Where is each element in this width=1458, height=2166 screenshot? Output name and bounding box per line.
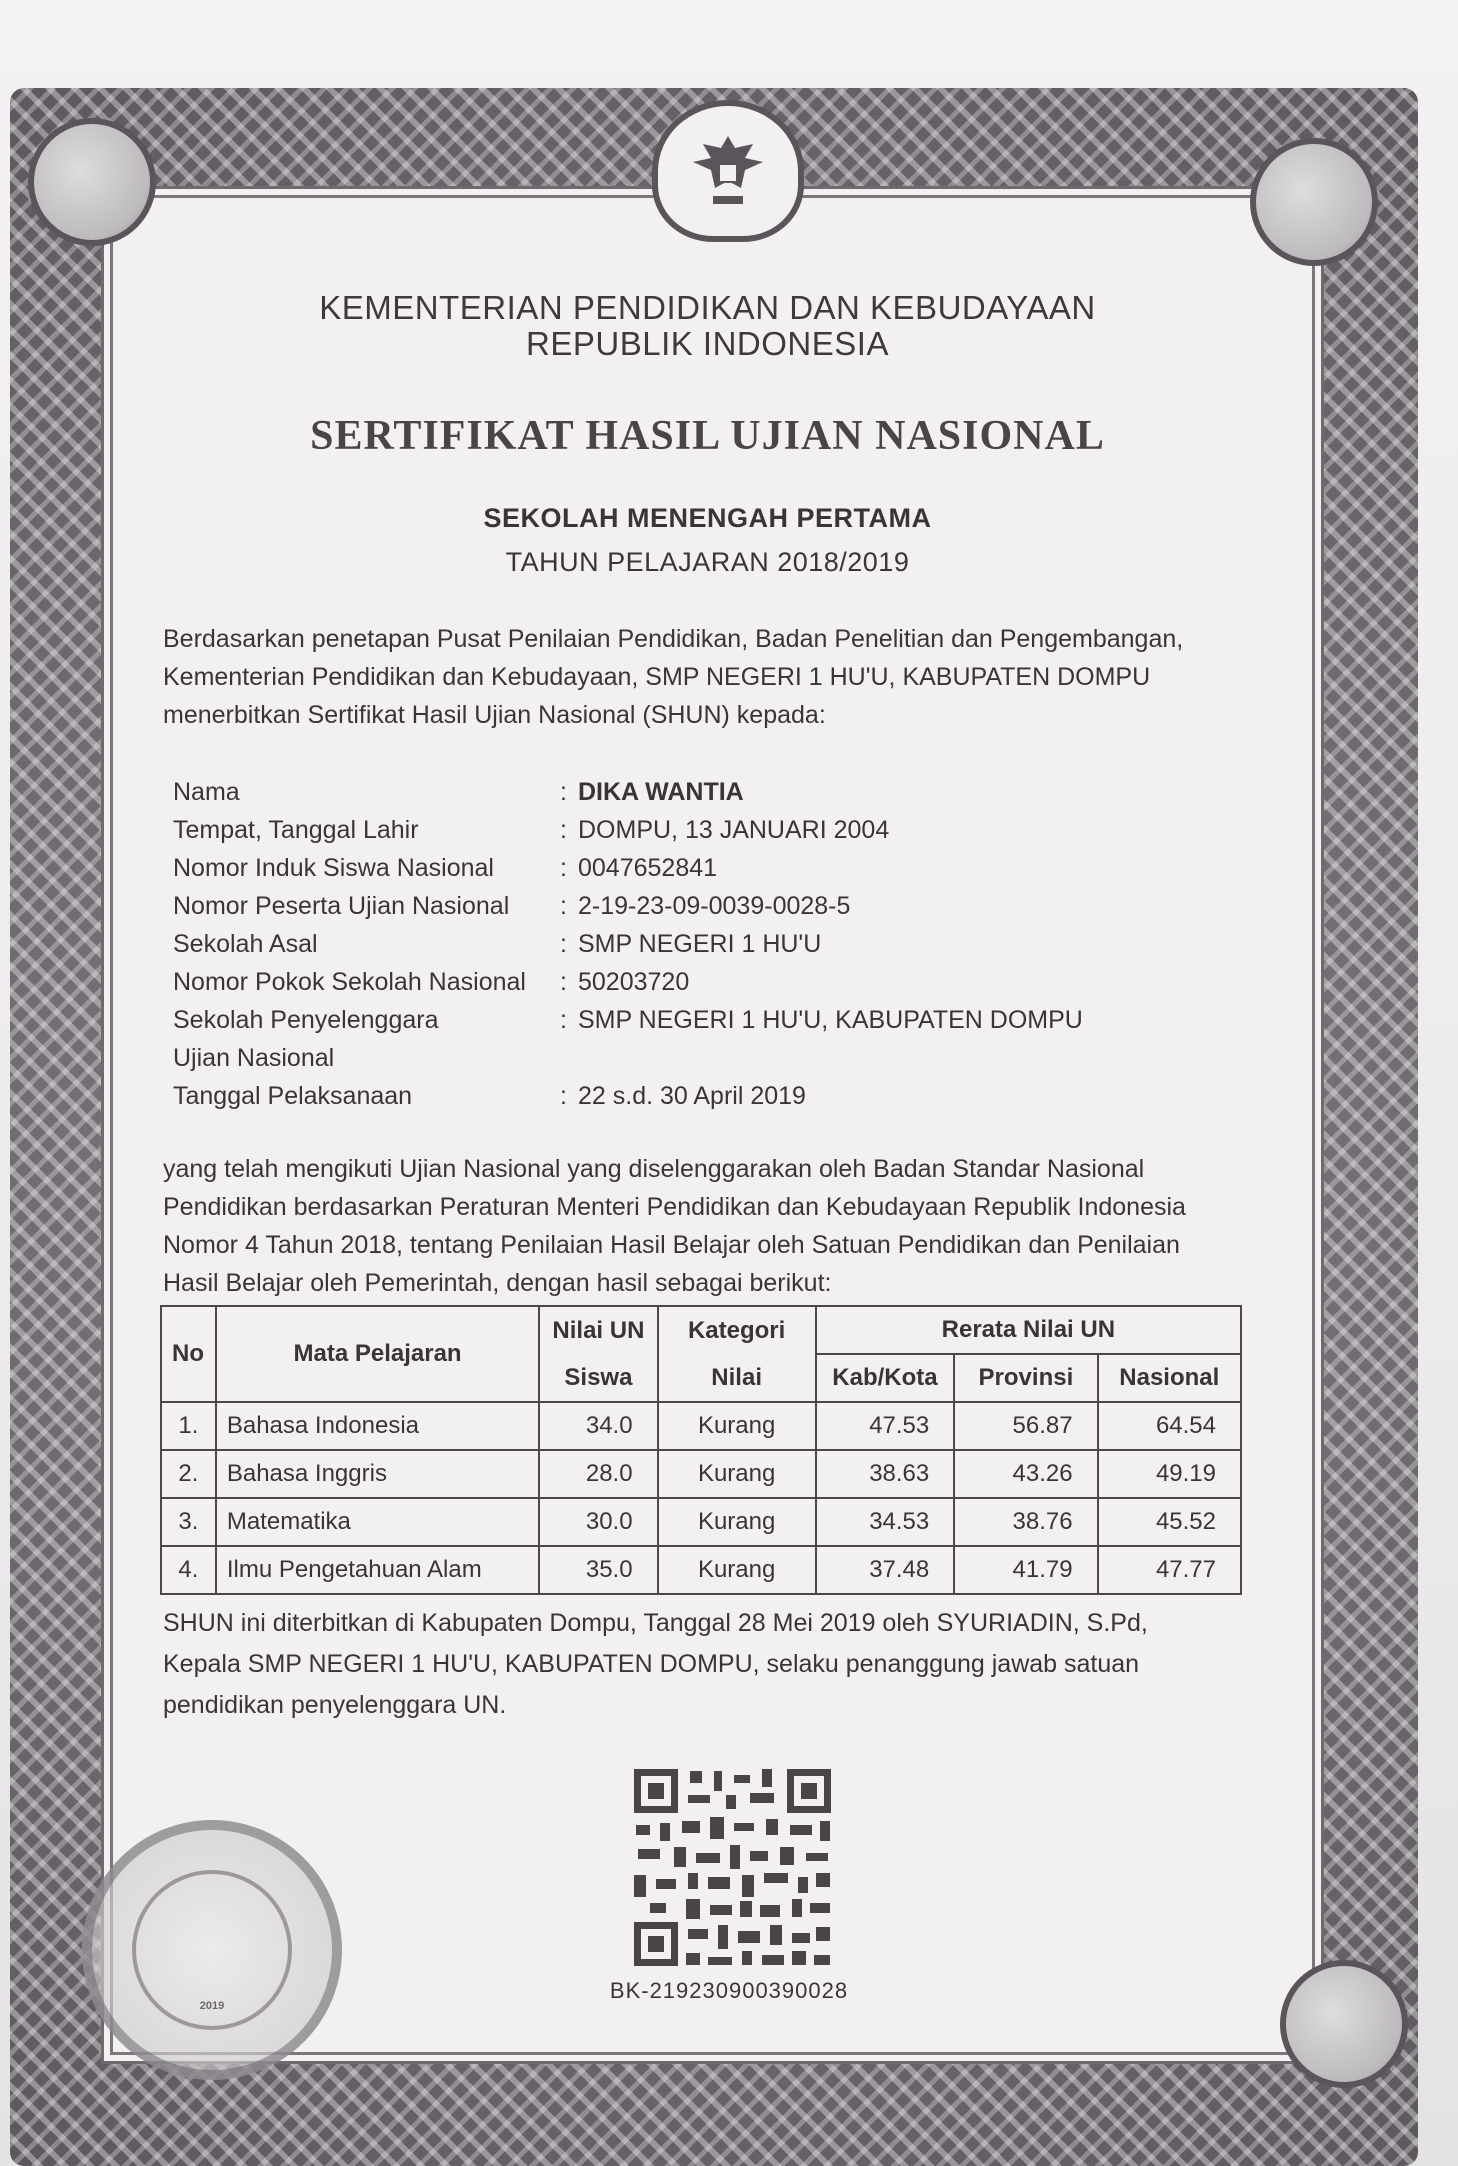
- row-kab: 34.53: [816, 1498, 955, 1546]
- row-score: 34.0: [539, 1402, 657, 1450]
- field-value-ttl: DOMPU, 13 JANUARI 2004: [578, 816, 890, 844]
- row-prov: 41.79: [954, 1546, 1097, 1594]
- colon: :: [560, 892, 567, 920]
- row-subject: Bahasa Inggris: [216, 1450, 539, 1498]
- row-kab: 47.53: [816, 1402, 955, 1450]
- row-kab: 38.63: [816, 1450, 955, 1498]
- field-value-asal: SMP NEGERI 1 HU'U: [578, 930, 822, 958]
- field-label-peserta: Nomor Peserta Ujian Nasional: [173, 892, 510, 920]
- academic-year: TAHUN PELAJARAN 2018/2019: [505, 547, 910, 577]
- field-label-nama: Nama: [173, 778, 240, 806]
- colon: :: [560, 816, 567, 844]
- qr-code-icon: [630, 1765, 835, 1970]
- body-line: Pendidikan berdasarkan Peraturan Menteri Pendidikan dan Kebudayaan Republik Indonesia: [163, 1193, 1186, 1221]
- table-header-kab: Kab/Kota: [816, 1354, 955, 1402]
- row-category: Kurang: [658, 1402, 816, 1450]
- row-no: 3.: [161, 1498, 216, 1546]
- field-value-penyelenggara: SMP NEGERI 1 HU'U, KABUPATEN DOMPU: [578, 1006, 1083, 1034]
- table-header-average: Rerata Nilai UN: [816, 1306, 1241, 1354]
- score-table: [160, 1305, 1242, 1595]
- intro-line: menerbitkan Sertifikat Hasil Ujian Nasional (SHUN) kepada:: [163, 701, 826, 729]
- field-label-penyelenggara: Sekolah Penyelenggara: [173, 1006, 439, 1034]
- row-subject: Bahasa Indonesia: [216, 1402, 539, 1450]
- colon: :: [560, 854, 567, 882]
- row-prov: 56.87: [954, 1402, 1097, 1450]
- row-score: 28.0: [539, 1450, 657, 1498]
- field-label-asal: Sekolah Asal: [173, 930, 318, 958]
- field-value-peserta: 2-19-23-09-0039-0028-5: [578, 892, 851, 920]
- row-subject: Matematika: [216, 1498, 539, 1546]
- row-prov: 38.76: [954, 1498, 1097, 1546]
- field-label-tanggal: Tanggal Pelaksanaan: [173, 1082, 413, 1110]
- field-label-penyelenggara-line2: Ujian Nasional: [173, 1044, 335, 1072]
- corner-ornament-top-left: [28, 118, 156, 246]
- colon: :: [560, 1006, 567, 1034]
- colon: :: [560, 930, 567, 958]
- row-subject: Ilmu Pengetahuan Alam: [216, 1546, 539, 1594]
- colon: :: [560, 1082, 567, 1110]
- table-row: [161, 1546, 1241, 1594]
- row-score: 35.0: [539, 1546, 657, 1594]
- school-level: SEKOLAH MENENGAH PERTAMA: [483, 503, 932, 533]
- closing-line: pendidikan penyelenggara UN.: [163, 1691, 507, 1719]
- field-value-tanggal: 22 s.d. 30 April 2019: [578, 1082, 806, 1110]
- row-category: Kurang: [658, 1450, 816, 1498]
- table-header-nas: Nasional: [1098, 1354, 1241, 1402]
- row-nas: 64.54: [1098, 1402, 1241, 1450]
- field-value-nisn: 0047652841: [578, 854, 718, 882]
- garuda-emblem-icon: [652, 100, 804, 242]
- body-line: Hasil Belajar oleh Pemerintah, dengan hasil sebagai berikut:: [163, 1269, 832, 1297]
- row-no: 4.: [161, 1546, 216, 1594]
- colon: :: [560, 778, 567, 806]
- field-value-nama: DIKA WANTIA: [578, 778, 744, 806]
- table-header-category: Kategori: [658, 1306, 816, 1354]
- row-category: Kurang: [658, 1546, 816, 1594]
- table-header-subject: Mata Pelajaran: [216, 1306, 539, 1402]
- row-category: Kurang: [658, 1498, 816, 1546]
- table-header-prov: Provinsi: [954, 1354, 1097, 1402]
- field-value-npsn: 50203720: [578, 968, 690, 996]
- row-nas: 49.19: [1098, 1450, 1241, 1498]
- ministry-name: KEMENTERIAN PENDIDIKAN DAN KEBUDAYAAN: [319, 289, 1096, 326]
- row-nas: 45.52: [1098, 1498, 1241, 1546]
- colon: :: [560, 968, 567, 996]
- row-kab: 37.48: [816, 1546, 955, 1594]
- table-header-category-line2: Nilai: [658, 1354, 816, 1402]
- row-score: 30.0: [539, 1498, 657, 1546]
- intro-line: Berdasarkan penetapan Pusat Penilaian Pendidikan, Badan Penelitian dan Pengembangan,: [163, 625, 1184, 653]
- row-nas: 47.77: [1098, 1546, 1241, 1594]
- row-no: 2.: [161, 1450, 216, 1498]
- body-line: Nomor 4 Tahun 2018, tentang Penilaian Hasil Belajar oleh Satuan Pendidikan dan Penilaian: [163, 1231, 1180, 1259]
- field-label-ttl: Tempat, Tanggal Lahir: [173, 816, 419, 844]
- row-no: 1.: [161, 1402, 216, 1450]
- table-header-score: Nilai UN: [539, 1306, 657, 1354]
- seal-year: 2019: [199, 2000, 225, 2012]
- table-row: [161, 1402, 1241, 1450]
- corner-ornament-top-right: [1250, 138, 1378, 266]
- document-code: BK-219230900390028: [609, 1978, 849, 2003]
- tut-wuri-seal-icon: [82, 1820, 342, 2080]
- country-name: REPUBLIK INDONESIA: [526, 325, 889, 362]
- closing-line: SHUN ini diterbitkan di Kabupaten Dompu, Tanggal 28 Mei 2019 oleh SYURIADIN, S.Pd,: [163, 1609, 1148, 1637]
- row-prov: 43.26: [954, 1450, 1097, 1498]
- table-header-no: No: [161, 1306, 216, 1402]
- field-label-npsn: Nomor Pokok Sekolah Nasional: [173, 968, 526, 996]
- intro-line: Kementerian Pendidikan dan Kebudayaan, SMP NEGERI 1 HU'U, KABUPATEN DOMPU: [163, 663, 1151, 691]
- table-row: [161, 1498, 1241, 1546]
- closing-line: Kepala SMP NEGERI 1 HU'U, KABUPATEN DOMPU, selaku penanggung jawab satuan: [163, 1650, 1140, 1678]
- body-line: yang telah mengikuti Ujian Nasional yang diselenggarakan oleh Badan Standar Nasional: [163, 1155, 1145, 1183]
- table-header-score-line2: Siswa: [539, 1354, 657, 1402]
- certificate-title: SERTIFIKAT HASIL UJIAN NASIONAL: [310, 413, 1105, 459]
- table-row: [161, 1450, 1241, 1498]
- field-label-nisn: Nomor Induk Siswa Nasional: [173, 854, 494, 882]
